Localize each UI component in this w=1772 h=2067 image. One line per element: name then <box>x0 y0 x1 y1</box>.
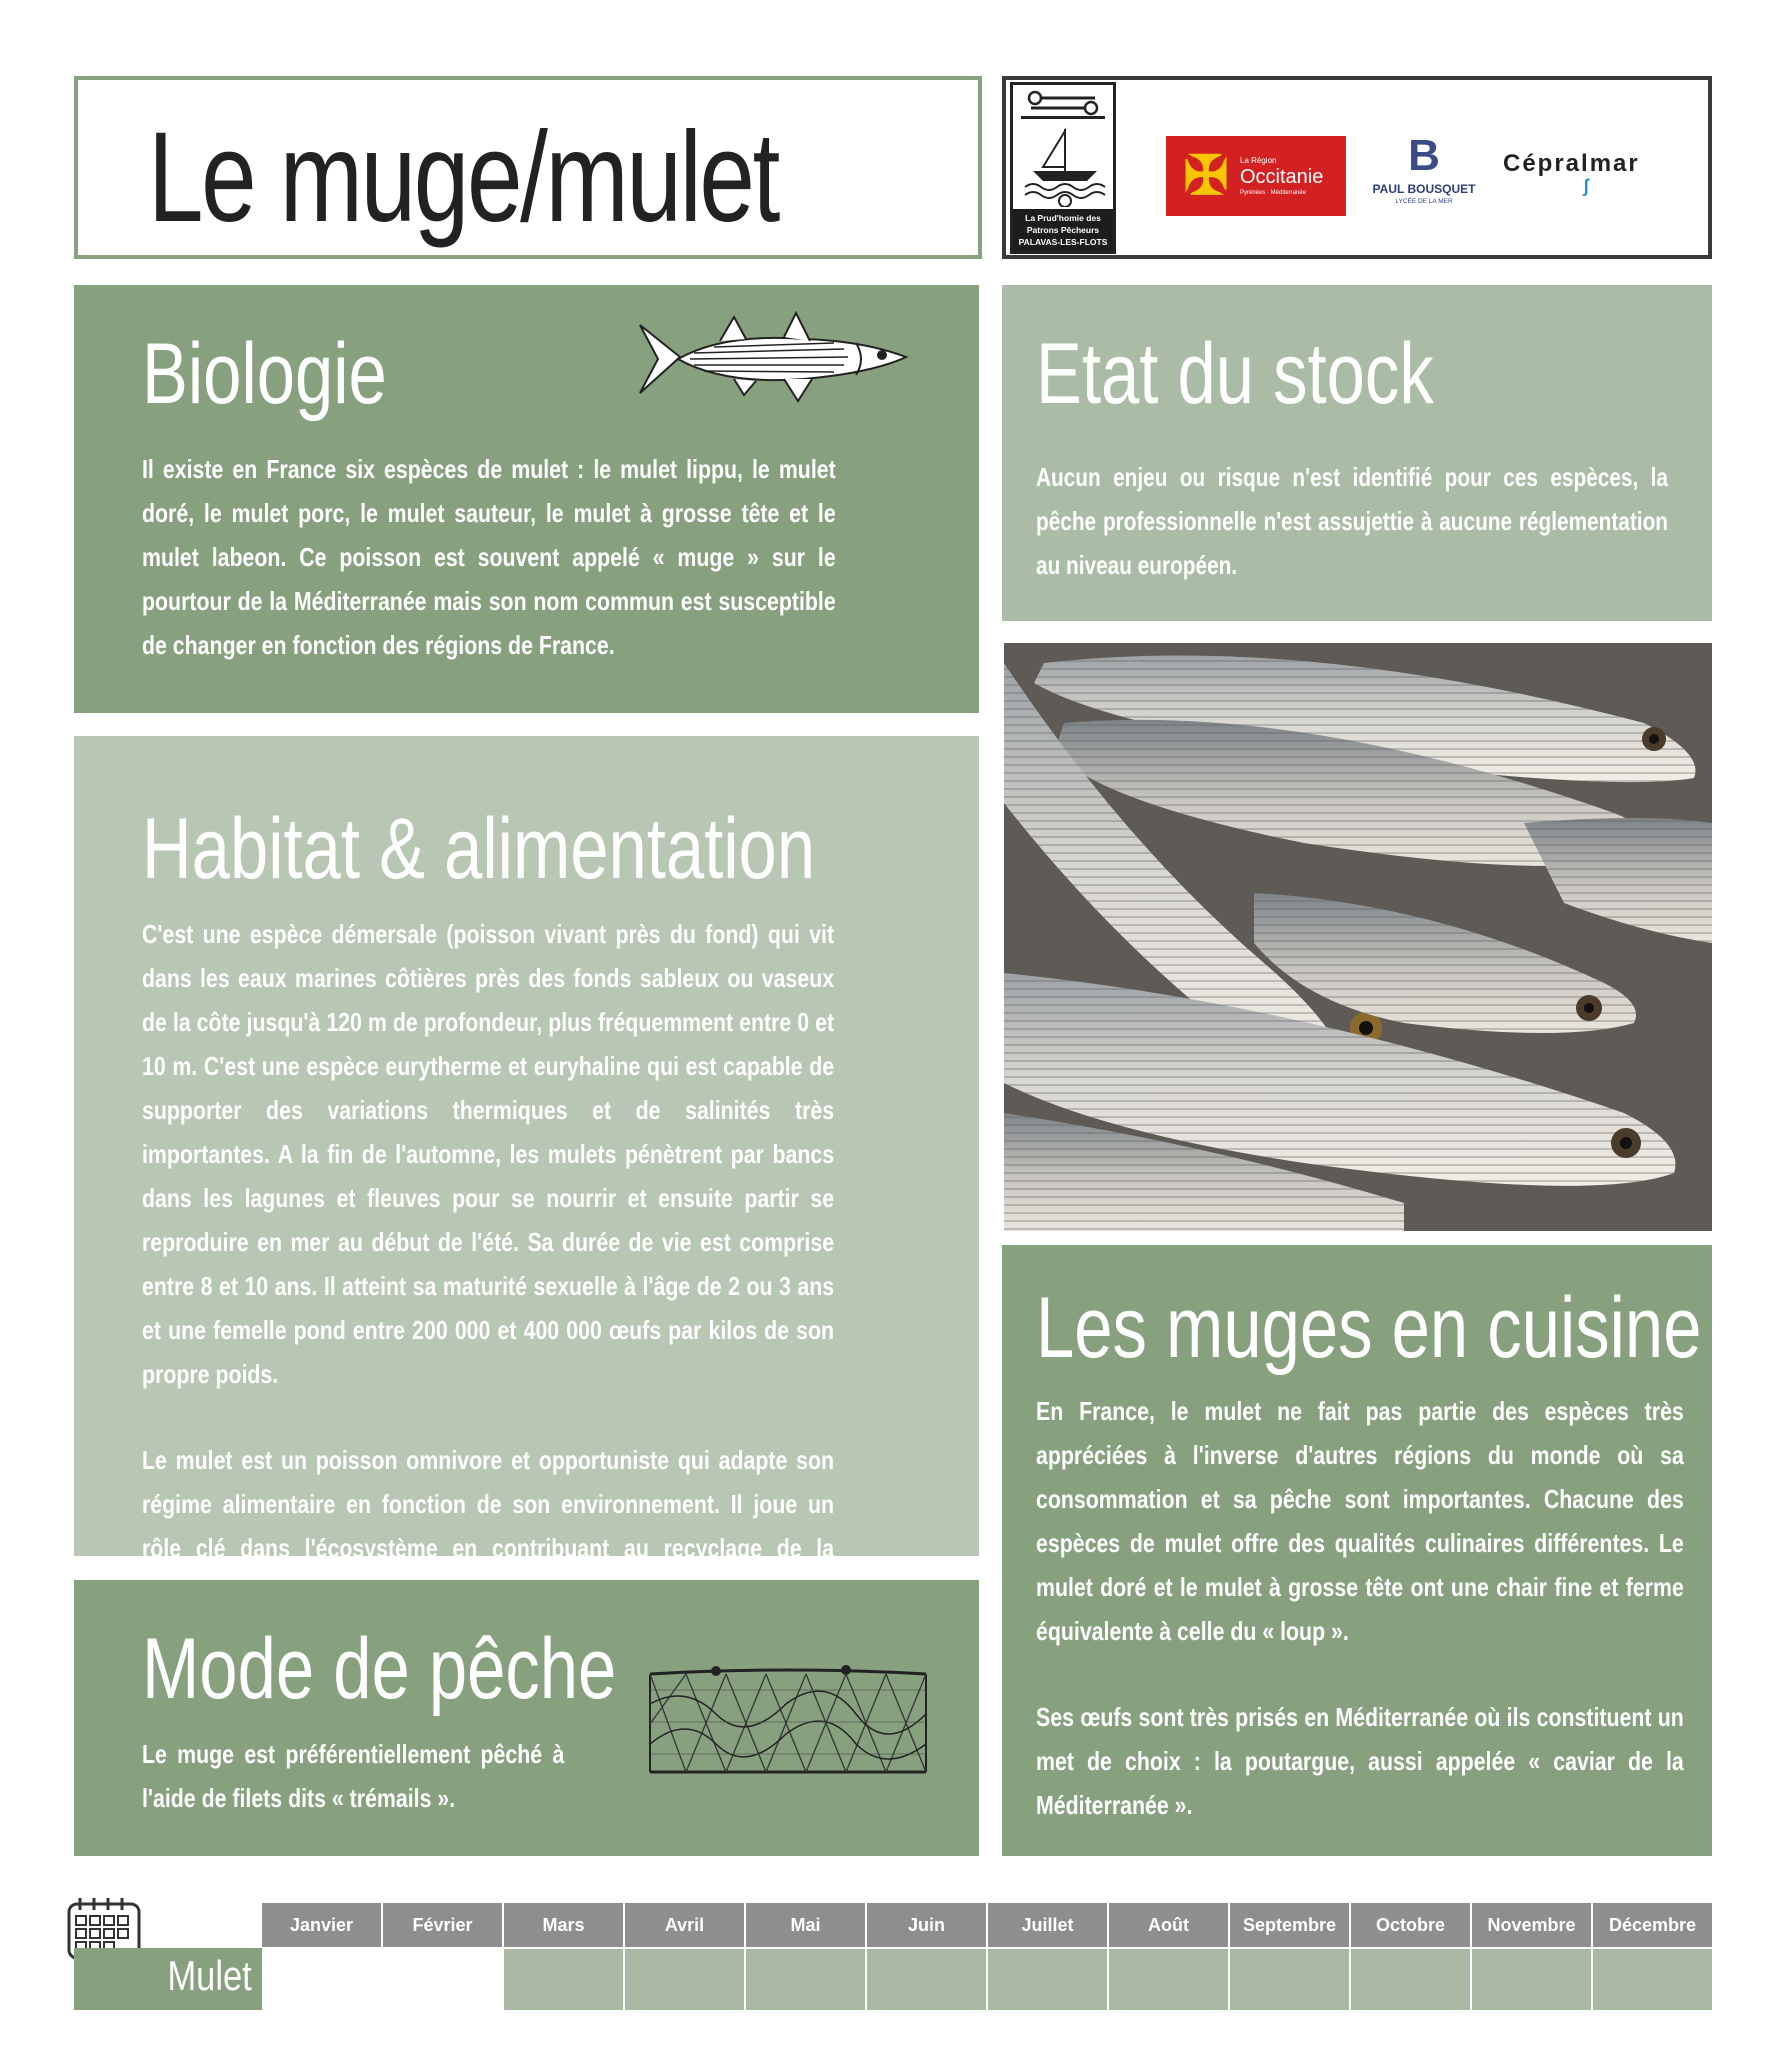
cuisine-panel <box>1002 1245 1712 1856</box>
season-row <box>262 1949 1712 2010</box>
biologie-text: Il existe en France six espèces de mulet : le mulet lippu, le mulet doré, le mulet porc, le mulet sauteur, le mulet à grosse tête et le mulet labeon. Ce poisson est souvent appelé « muge » sur le pourtour de la Méditerranée mais son nom commun est susceptible de changer en fonction des régions de France. <box>142 454 836 660</box>
season-cell <box>1109 1949 1230 2010</box>
mullet-photo <box>1004 643 1712 1231</box>
habitat-heading: Habitat & alimentation <box>142 801 816 897</box>
season-cell <box>1351 1949 1472 2010</box>
cuisine-text <box>1036 1389 1684 1827</box>
month-header: Mars <box>504 1903 625 1947</box>
habitat-text <box>142 912 834 1614</box>
species-name: Mulet <box>167 1952 252 1999</box>
month-header: Février <box>383 1903 504 1947</box>
season-cell <box>383 1949 504 2010</box>
peche-panel <box>74 1580 979 1856</box>
month-header: Juin <box>867 1903 988 1947</box>
etat-stock-panel <box>1002 285 1712 621</box>
habitat-panel <box>74 736 979 1563</box>
keys-icon <box>1021 89 1105 119</box>
season-cell <box>504 1949 625 2010</box>
season-cell <box>746 1949 867 2010</box>
season-cell <box>988 1949 1109 2010</box>
occitanie-logo: ✠ La Région Occitanie Pyrénées · Méditerranée <box>1166 136 1346 216</box>
cepralmar-logo: Cépralmar ʃ <box>1503 150 1640 196</box>
season-cell <box>262 1949 383 2010</box>
species-row-label <box>74 1948 262 2010</box>
etat-stock-heading: Etat du stock <box>1036 326 1434 422</box>
prudhomie-logo <box>1010 82 1116 254</box>
month-header: Juillet <box>988 1903 1109 1947</box>
etat-stock-text: Aucun enjeu ou risque n'est identifié pour ces espèces, la pêche professionnelle n'est assujettie à aucune réglementation au niveau européen. <box>1036 462 1668 580</box>
cuisine-paragraph-2: Ses œufs sont très prisés en Méditerranée où ils constituent un met de choix : la poutargue, aussi appelée « caviar de la Méditerranée ». <box>1036 1702 1684 1820</box>
partner-logos <box>1002 76 1712 259</box>
paul-bousquet-logo: B PAUL BOUSQUET LYCÉE DE LA MER <box>1366 130 1482 220</box>
pb-monogram-icon: B <box>1408 131 1440 180</box>
occitan-cross-icon: ✠ <box>1183 146 1229 206</box>
season-cell <box>625 1949 746 2010</box>
wave-icon: ʃ <box>1583 176 1591 196</box>
month-header: Octobre <box>1351 1903 1472 1947</box>
season-cell <box>1230 1949 1351 2010</box>
month-header: Décembre <box>1593 1903 1712 1947</box>
trammel-net-icon <box>646 1664 930 1780</box>
prudhomie-caption: La Prud'homie des Patrons Pêcheurs PALAVAS-LES-FLOTS <box>1013 209 1113 251</box>
biologie-heading: Biologie <box>142 326 387 422</box>
title-box <box>74 76 982 259</box>
habitat-paragraph-2: Le mulet est un poisson omnivore et opportuniste qui adapte son régime alimentaire en fonction de son environnement. Il joue un rôle clé dans l'écosystème en contribuant au recyclage de la <box>142 1445 835 1563</box>
season-cell <box>1472 1949 1593 2010</box>
month-header: Mai <box>746 1903 867 1947</box>
season-cell <box>867 1949 988 2010</box>
month-header: Août <box>1109 1903 1230 1947</box>
cuisine-paragraph-1: En France, le mulet ne fait pas partie des espèces très appréciées à l'inverse d'autres régions du monde où sa consommation et sa pêche sont importantes. Chacune des espèces de mulet offre des qualités culinaires différentes. Le mulet doré et le mulet à grosse tête ont une chair fine et ferme équivalente à celle du « loup ». <box>1036 1396 1684 1646</box>
month-header: Novembre <box>1472 1903 1593 1947</box>
month-header-row <box>262 1903 1712 1947</box>
month-header: Avril <box>625 1903 746 1947</box>
peche-heading: Mode de pêche <box>142 1621 617 1717</box>
peche-text: Le muge est préférentiellement pêché à l'aide de filets dits « trémails ». <box>142 1739 565 1813</box>
month-header: Janvier <box>262 1903 383 1947</box>
biologie-panel <box>74 285 979 713</box>
page-title: Le muge/mulet <box>148 106 778 249</box>
habitat-paragraph-1: C'est une espèce démersale (poisson vivant près du fond) qui vit dans les eaux marines côtières près des fonds sableux ou vaseux de la côte jusqu'à 120 m de profondeur, plus fréquemment entre 0 et 10 m. C'est une espèce eurytherme et euryhaline qui est capable de supporter des variations thermiques et de salinités très importantes. A la fin de l'automne, les mulets pénètrent par bancs dans les lagunes et fleuves pour se nourrir et ensuite partir se reproduire en mer au début de l'été. Sa durée de vie est comprise entre 8 et 10 ans. Il atteint sa maturité sexuelle à l'âge de 2 ou 3 ans et une femelle pond entre 200 000 et 400 000 œufs par kilos de son propre poids. <box>142 919 835 1389</box>
season-cell <box>1593 1949 1712 2010</box>
mullet-fish-icon <box>634 309 910 409</box>
boat-icon <box>1023 123 1107 207</box>
month-header: Septembre <box>1230 1903 1351 1947</box>
cuisine-heading: Les muges en cuisine <box>1036 1280 1702 1376</box>
